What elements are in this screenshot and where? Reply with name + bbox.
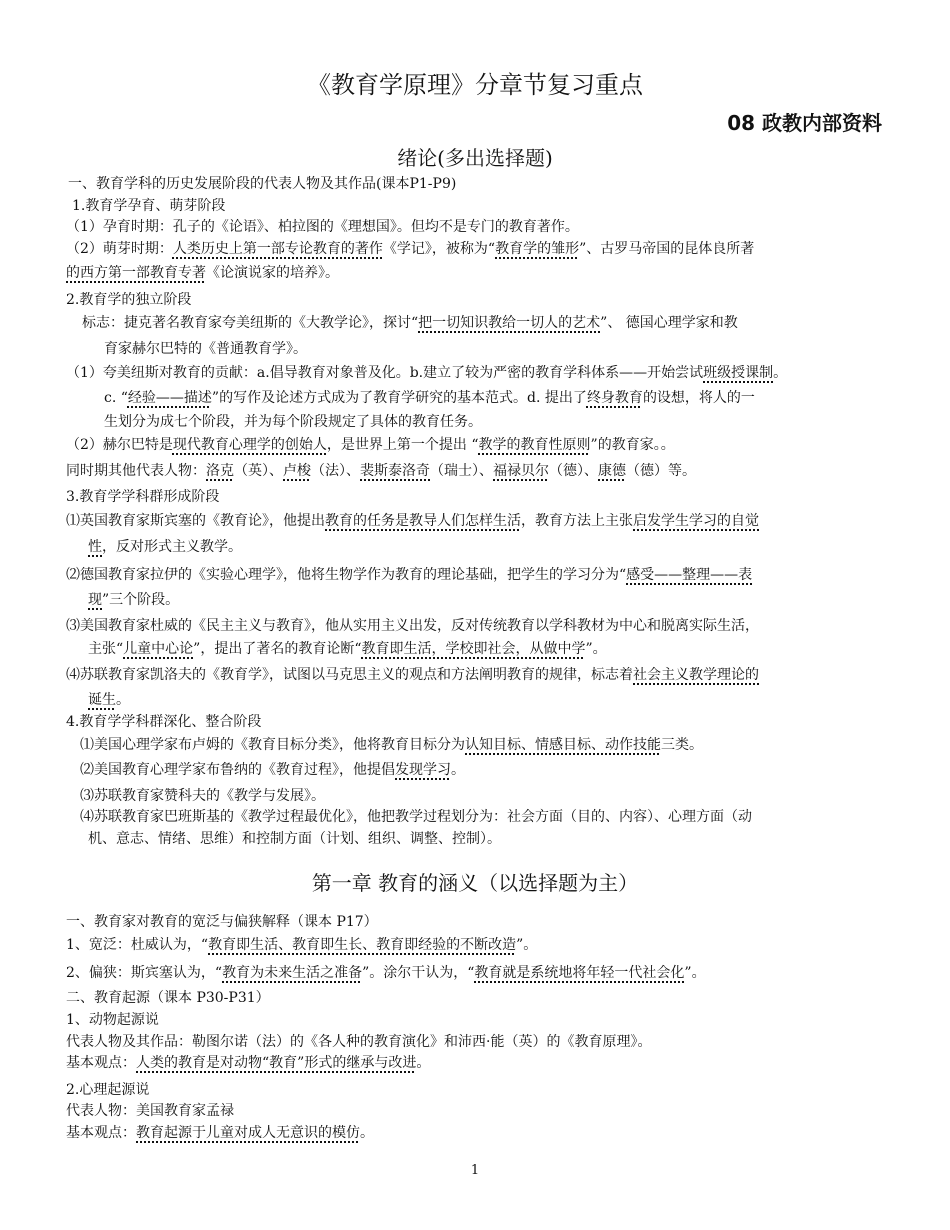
emphasis: 感受——整理——表 xyxy=(626,567,753,583)
intro-stage-4-item-2 xyxy=(80,761,465,779)
intro-stage-3-item-4-cont xyxy=(88,691,130,709)
text: ”。 xyxy=(516,937,538,953)
text: ⑴英国教育家斯宾塞的《教育论》，他提出 xyxy=(66,513,325,529)
emphasis: 人类的教育是对动物“教育”形式的继承与改进 xyxy=(136,1055,417,1071)
text: 。 xyxy=(116,692,130,708)
emphasis: 现 xyxy=(88,592,102,608)
text: ”的教育家。。 xyxy=(590,437,675,453)
section-heading-intro: 绪论(多出选择题) xyxy=(397,146,553,170)
emphasis: 启发学生学习的自觉 xyxy=(633,513,759,529)
intro-stage-3-item-3: ⑶美国教育家杜威的《民主主义与教育》，他从实用主义出发，反对传统教育以学科教材为中心和脱离实际生活， xyxy=(66,618,759,634)
text: 主张“ xyxy=(88,641,124,657)
text: ”，提出了著名的教育论断“ xyxy=(193,641,362,657)
intro-stage-4-item-3: ⑶苏联教育家赞科夫的《教学与发展》。 xyxy=(80,788,325,804)
intro-stage-2-flag xyxy=(82,314,738,332)
intro-stage-2-item-1-cont2: 生划分为成七个阶段，并为每个阶段规定了具体的教育任务。 xyxy=(104,414,482,430)
text: ”。 xyxy=(684,965,706,981)
chapter1-theory-1-rep: 代表人物及其作品：勒图尔诺（法）的《各人种的教育演化》和沛西·能（英）的《教育原理》。 xyxy=(66,1034,652,1050)
text: 1、宽泛：杜威认为，“ xyxy=(66,937,209,953)
text: （法）、 xyxy=(311,463,360,479)
intro-stage-4-item-4-cont: 机、意志、情绪、思维）和控制方面（计划、组织、调整、控制）。 xyxy=(88,831,501,847)
text: ⑵德国教育家拉伊的《实验心理学》，他将生物学作为教育的理论基础，把学生的学习分为“ xyxy=(66,567,627,583)
text: （1）夸美纽斯对教育的贡献：a.倡导教育对象普及化。b.建立了较为严密的教育学科体系——开始尝试 xyxy=(66,365,704,381)
emphasis: 现代教育心理学的创始人 xyxy=(172,437,327,453)
text: 标志：捷克著名教育家夸美纽斯的《大教学论》，探讨“ xyxy=(82,315,419,331)
text: ，是世界上第一个提出 “ xyxy=(326,437,479,453)
text: （德）、 xyxy=(549,463,598,479)
text: （英）、 xyxy=(234,463,283,479)
chapter1-theory-1: 1、动物起源说 xyxy=(66,1012,159,1028)
emphasis: 教育即生活、教育即生长、教育即经验的不断改造 xyxy=(208,937,517,953)
intro-stage-2: 2.教育学的独立阶段 xyxy=(66,292,192,308)
chapter1-question-2: 二、教育起源（课本 P30-P31） xyxy=(66,990,270,1006)
intro-stage-1-item-2-cont xyxy=(66,264,339,282)
text: ⑴美国心理学家布卢姆的《教育目标分类》，他将教育目标分为 xyxy=(80,737,465,753)
emphasis: 认知目标、情感目标、动作技能 xyxy=(465,737,661,753)
emphasis: 教育学的雏形 xyxy=(495,241,580,257)
emphasis: 卢梭 xyxy=(283,463,311,479)
page-number: 1 xyxy=(470,1163,480,1178)
emphasis: 发现学习 xyxy=(395,762,451,778)
emphasis: 终身教育 xyxy=(586,390,643,406)
text: ”、古罗马帝国的昆体良所著 xyxy=(579,241,755,257)
intro-stage-2-others xyxy=(66,462,696,480)
intro-stage-1-item-1: （1）孕育时期：孔子的《论语》、柏拉图的《理想国》。但均不是专门的教育著作。 xyxy=(66,219,579,235)
chapter1-theory-2-rep: 代表人物：美国教育家孟禄 xyxy=(66,1103,234,1119)
emphasis: 诞生 xyxy=(88,692,116,708)
text: 《论演说家的培养》。 xyxy=(206,265,339,281)
text: ，教育方法上主张 xyxy=(521,513,633,529)
intro-stage-3-item-3-cont xyxy=(88,640,607,658)
document-title: 《教育学原理》分章节复习重点 xyxy=(307,71,643,99)
text: 基本观点： xyxy=(66,1055,136,1071)
emphasis: 性 xyxy=(88,539,102,555)
text: （2）萌芽时期： xyxy=(66,241,173,257)
emphasis: 教学的教育性原则 xyxy=(478,437,591,453)
emphasis: 福禄贝尔 xyxy=(493,463,549,479)
text: 。 xyxy=(416,1055,431,1071)
text: （德）等。 xyxy=(626,463,696,479)
emphasis: 把一切知识教给一切人的艺术 xyxy=(418,315,601,331)
text: 《学记》，被称为“ xyxy=(382,241,496,257)
text: 2、偏狭：斯宾塞认为，“ xyxy=(66,965,223,981)
intro-stage-1-item-2 xyxy=(66,240,754,258)
intro-stage-4-item-1 xyxy=(80,736,703,754)
emphasis: 儿童中心论 xyxy=(123,641,194,657)
emphasis: 教育为未来生活之准备 xyxy=(222,965,363,981)
intro-stage-3-item-1 xyxy=(66,512,759,530)
text: （瑞士）、 xyxy=(430,463,493,479)
emphasis: 教育即生活，学校即社会，从做中学 xyxy=(361,641,586,657)
emphasis: 人类历史上第一部专论教育的著作 xyxy=(172,241,383,257)
text: c. “ xyxy=(104,390,128,406)
text: 同时期其他代表人物： xyxy=(66,463,206,479)
intro-stage-2-flag-cont: 育家赫尔巴特的《普通教育学》。 xyxy=(104,341,307,357)
chapter1-item-broad xyxy=(66,936,537,954)
text: 的设想，将人的一 xyxy=(642,390,755,406)
intro-stage-2-item-1 xyxy=(66,364,787,382)
emphasis: 教育起源于儿童对成人无意识的模仿 xyxy=(136,1125,360,1141)
emphasis: 康德 xyxy=(598,463,626,479)
intro-stage-2-item-1-cont xyxy=(104,389,755,407)
text: 。 xyxy=(360,1125,374,1141)
emphasis: 社会主义教学理论的 xyxy=(633,667,759,683)
text: 基本观点： xyxy=(66,1125,136,1141)
text: ”。涂尔干认为，“ xyxy=(362,965,475,981)
emphasis: 洛克 xyxy=(206,463,234,479)
document-org-label: 08 政教内部资料 xyxy=(727,111,882,135)
chapter1-question-1: 一、教育家对教育的宽泛与偏狭解释（课本 P17） xyxy=(66,914,378,930)
intro-stage-3: 3.教育学学科群形成阶段 xyxy=(66,489,220,505)
emphasis: 教育就是系统地将年轻一代社会化 xyxy=(474,965,685,981)
chapter1-theory-1-view xyxy=(66,1054,430,1072)
text: 。 xyxy=(773,365,788,381)
text: ”、 德国心理学家和教 xyxy=(600,315,738,331)
intro-stage-4: 4.教育学学科群深化、整合阶段 xyxy=(66,714,262,730)
emphasis: 教育的任务是教导人们怎样生活 xyxy=(325,513,521,529)
intro-question-1: 一、教育学科的历史发展阶段的代表人物及其作品(课本P1-P9) xyxy=(68,176,457,192)
intro-stage-3-item-1-cont xyxy=(88,538,242,556)
text: ⑷苏联教育家凯洛夫的《教育学》，试图以马克思主义的观点和方法阐明教育的规律，标志着 xyxy=(66,667,633,683)
intro-stage-3-item-2-cont xyxy=(88,591,179,609)
intro-stage-1: 1.教育学孕育、萌芽阶段 xyxy=(72,198,226,214)
text: ”。 xyxy=(585,641,607,657)
emphasis: 经验——描述 xyxy=(127,390,212,406)
intro-stage-4-item-4: ⑷苏联教育家巴班斯基的《教学过程最优化》，他把教学过程划分为：社会方面（目的、内容）、心理方面（动 xyxy=(80,809,752,825)
emphasis: 裴斯泰洛奇 xyxy=(360,463,430,479)
text: ”的写作及论述方式成为了教育学研究的基本范式。d. 提出了 xyxy=(211,390,587,406)
intro-stage-2-item-2 xyxy=(66,436,675,454)
chapter1-item-narrow xyxy=(66,964,706,982)
section-heading-chapter-1: 第一章 教育的涵义（以选择题为主） xyxy=(311,871,639,895)
chapter1-theory-2: 2.心理起源说 xyxy=(66,1082,150,1098)
intro-stage-3-item-2 xyxy=(66,566,752,584)
emphasis: 班级授课制 xyxy=(703,365,774,381)
text: 三类。 xyxy=(661,737,703,753)
text: ”三个阶段。 xyxy=(102,592,180,608)
text: 。 xyxy=(451,762,465,778)
text: ⑵美国教育心理学家布鲁纳的《教育过程》，他提倡 xyxy=(80,762,395,778)
text: （2）赫尔巴特是 xyxy=(66,437,173,453)
chapter1-theory-2-view xyxy=(66,1124,374,1142)
intro-stage-3-item-4 xyxy=(66,666,759,684)
emphasis: 的西方第一部教育专著 xyxy=(66,265,206,281)
text: ，反对形式主义教学。 xyxy=(102,539,242,555)
